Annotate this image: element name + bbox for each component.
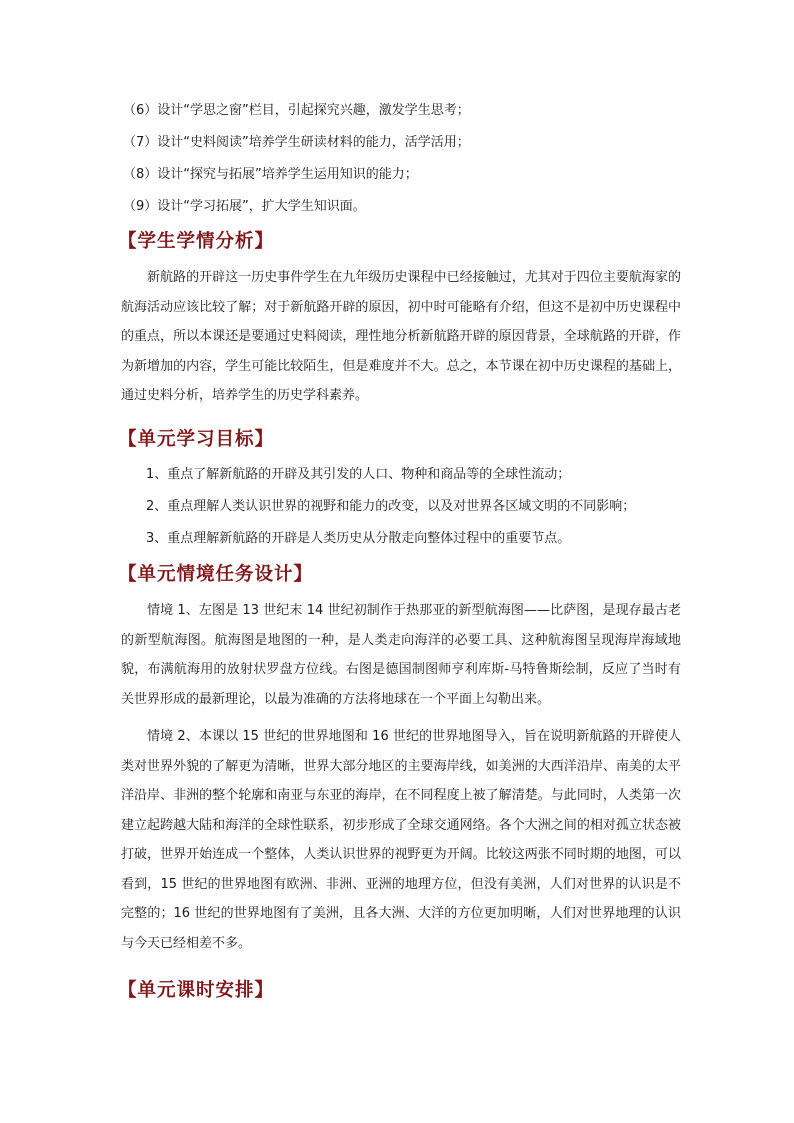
task-paragraph-1: 情境 1、左图是 13 世纪末 14 世纪初制作于热那亚的新型航海图——比萨图，是现存最古老的新型航海图。航海图是地图的一种，是人类走向海洋的必要工具、这种航海图呈现海岸海域地貌，布满航海用的放射状罗盘方位线。右图是德国制图师亨利库斯-马特鲁斯绘制，反应了当时有关世界形成的最新理论，以最为准确的方法将地球在一个平面上勾勒出来。 bbox=[121, 603, 681, 707]
section-heading-analysis: 【学生学情分析】 bbox=[118, 231, 275, 252]
section-heading-tasks: 【单元情境任务设计】 bbox=[118, 564, 314, 585]
design-list-item-8: （8）设计“探究与拓展”培养学生运用知识的能力； bbox=[123, 167, 418, 182]
section-heading-goals: 【单元学习目标】 bbox=[118, 429, 275, 450]
goal-item-3: 3、重点理解新航路的开辟是人类历史从分散走向整体过程中的重要节点。 bbox=[146, 531, 571, 546]
design-list-item-7: （7）设计“史料阅读”培养学生研读材料的能力，活学活用； bbox=[123, 135, 470, 150]
design-list-item-9: （9）设计“学习拓展”，扩大学生知识面。 bbox=[123, 199, 366, 214]
task-paragraph-2: 情境 2、本课以 15 世纪的世界地图和 16 世纪的世界地图导入，旨在说明新航路的开辟使人类对世界外貌的了解更为清晰，世界大部分地区的主要海岸线，如美洲的大西洋沿岸、南美的太平洋沿岸、非洲的整个轮廓和南亚与东亚的海岸，在不同程度上被了解清楚。与此同时，人类第一次建立起跨越大陆和海洋的全球性联系，初步形成了全球交通网络。各个大洲之间的相对孤立状态被打破，世界开始连成一个整体，人类认识世界的视野更为开阔。比较这两张不同时期的地图，可以看到，15 世纪的世界地图有欧洲、非洲、亚洲的地理方位，但没有美洲，人们对世界的认识是不完整的；16 世纪的世界地图有了美洲，且各大洲、大洋的方位更加明晰，人们对世界地理的认识与今天已经相差不多。 bbox=[121, 729, 681, 951]
goal-item-2: 2、重点理解人类认识世界的视野和能力的改变，以及对世界各区域文明的不同影响； bbox=[146, 499, 636, 514]
analysis-paragraph: 新航路的开辟这一历史事件学生在九年级历史课程中已经接触过，尤其对于四位主要航海家的航海活动应该比较了解；对于新航路开辟的原因，初中时可能略有介绍，但这不是初中历史课程中的重点，所以本课还是要通过史料阅读，理性地分析新航路开辟的原因背景，全球航路的开辟，作为新增加的内容，学生可能比较陌生，但是难度并不大。总之，本节课在初中历史课程的基础上，通过史料分析，培养学生的历史学科素养。 bbox=[121, 270, 681, 403]
design-list-item-6: （6）设计“学思之窗”栏目，引起探究兴趣，激发学生思考； bbox=[123, 103, 470, 118]
goal-item-1: 1、重点了解新航路的开辟及其引发的人口、物种和商品等的全球性流动； bbox=[146, 467, 571, 482]
section-heading-schedule: 【单元课时安排】 bbox=[118, 980, 275, 1001]
